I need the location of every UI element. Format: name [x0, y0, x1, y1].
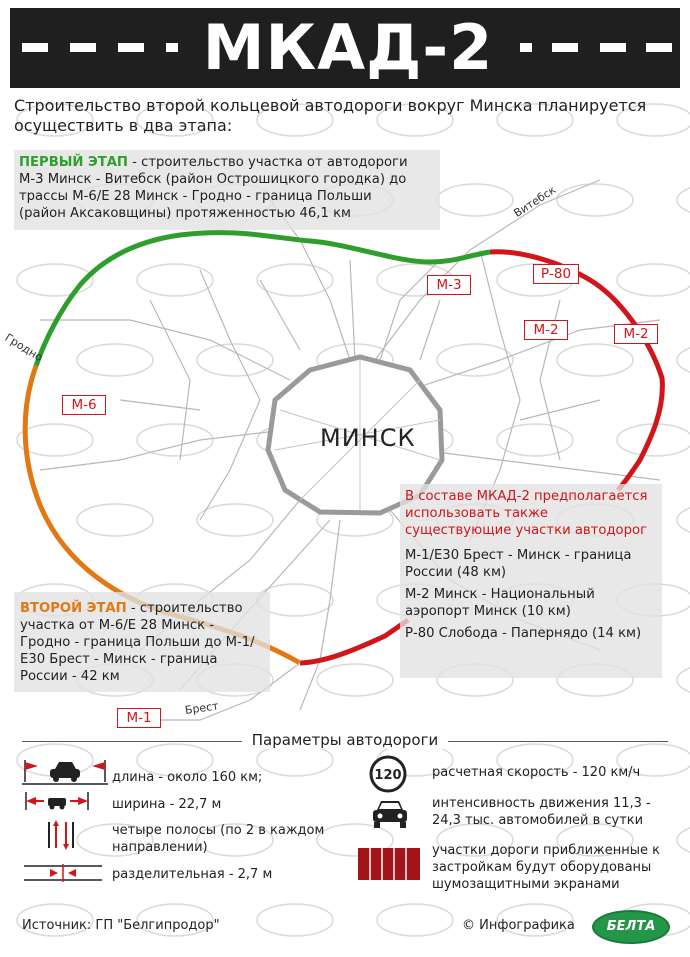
speed-limit-icon — [368, 754, 408, 794]
existing-road-ne — [490, 252, 662, 490]
infographic-credit: © Инфографика — [462, 918, 575, 933]
param-divider: разделительная - 2,7 м — [112, 867, 273, 882]
stage1-text: - строительство участка от автодороги М-3 Минск - Витебск (район Острошицкого городка) до трассы М-6/Е 28 Минск - Гродно - граница Польши (район Аксаковщины) протяженностью 46,1 км — [19, 155, 408, 221]
params-heading-text: Параметры автодороги — [242, 731, 448, 749]
stage1-road — [36, 233, 490, 366]
speed-sign-value: 120 — [374, 768, 402, 783]
params-heading — [0, 730, 690, 749]
road-label-brest: Брест — [184, 699, 220, 717]
param-speed: расчетная скорость - 120 км/ч — [432, 765, 641, 780]
road-tag-m1: М-1 — [117, 708, 161, 728]
stage2-description — [20, 600, 268, 685]
existing-description — [405, 488, 655, 642]
road-tag-m6: М-6 — [62, 395, 106, 415]
belta-logo: БЕЛТА — [592, 910, 670, 944]
road-label-grodno: Гродно — [2, 330, 46, 365]
stage2-heading: ВТОРОЙ ЭТАП — [20, 601, 127, 616]
stage2-text: - строительство участка от М-6/Е 28 Минск - Гродно - граница Польши до М-1/Е30 Брест - Минск - граница России - 42 км — [20, 601, 255, 684]
road-tag-r80: Р-80 — [533, 264, 579, 284]
param-traffic: интенсивность движения 11,3 - 24,3 тыс. автомобилей в сутки — [432, 796, 651, 828]
param-width: ширина - 22,7 м — [112, 797, 222, 812]
divider-icon — [22, 862, 104, 884]
existing-item-r80: Р-80 Слобода - Папернядо (14 км) — [405, 626, 642, 641]
source-credit: Источник: ГП "Белгипродор" — [22, 918, 220, 933]
road-tag-m2: М-2 — [524, 320, 568, 340]
intro-text: Строительство второй кольцевой автодороги вокруг Минска планируется осуществить в два этапа: — [14, 96, 647, 135]
existing-item-m2: М-2 Минск - Национальный аэропорт Минск (10 км) — [405, 587, 595, 619]
road-label-vitebsk: Витебск — [511, 183, 559, 220]
page-title: МКАД-2 — [202, 11, 494, 84]
city-label-minsk: МИНСК — [320, 424, 416, 452]
car-length-icon — [22, 758, 108, 788]
existing-lead: В составе МКАД-2 предполагается использовать также существующие участки автодорог — [405, 489, 648, 538]
existing-item-m1: М-1/Е30 Брест - Минск - граница России (48 км) — [405, 548, 632, 580]
road-tag-m3: М-3 — [427, 275, 471, 295]
param-lanes: четыре полосы (по 2 в каждом направлении) — [112, 823, 325, 855]
param-length: длина - около 160 км; — [112, 770, 263, 785]
noise-barrier-icon — [356, 846, 422, 884]
stage1-heading: ПЕРВЫЙ ЭТАП — [19, 155, 128, 170]
param-noise: участки дороги приближенные к застройкам будут оборудованы шумозащитными экранами — [432, 843, 660, 892]
car-front-icon — [370, 798, 410, 830]
road-tag-m2-east: М-2 — [614, 324, 658, 344]
lanes-icon — [44, 818, 78, 852]
road-width-icon — [22, 790, 92, 812]
stage1-description — [19, 154, 419, 222]
existing-road-south — [300, 620, 408, 663]
